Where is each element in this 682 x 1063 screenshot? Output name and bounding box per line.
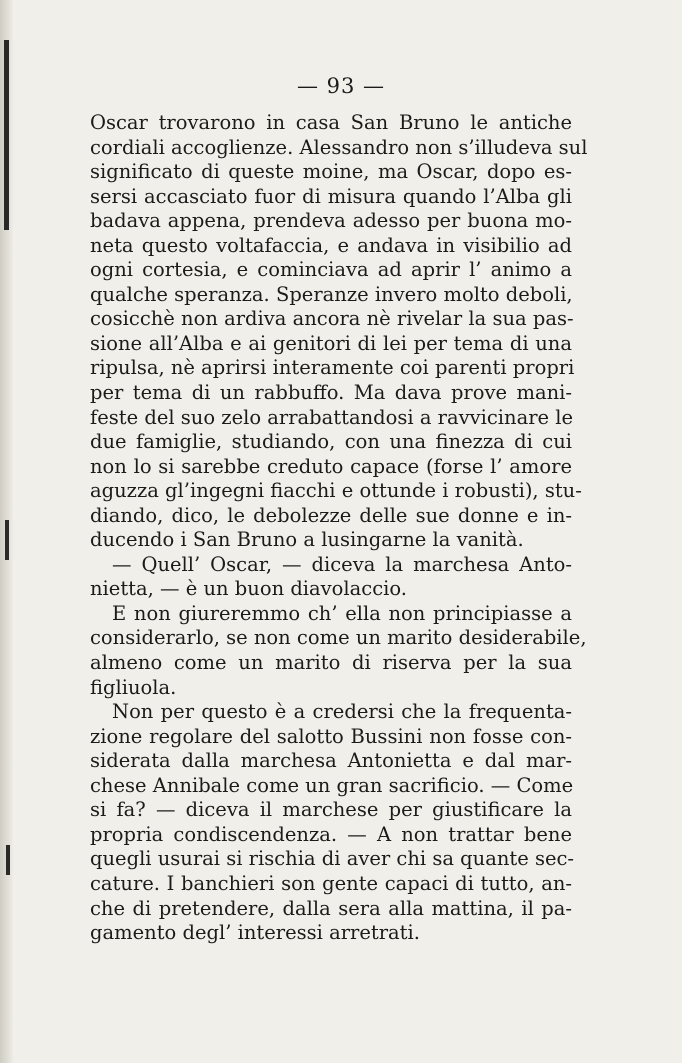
page-number: — 93 — xyxy=(296,74,386,98)
binding-mark xyxy=(4,40,9,230)
body-text xyxy=(90,111,588,946)
text-line: per tema di un rabbuffo. Ma dava prove mani- xyxy=(90,381,572,405)
text-line: cosicchè non ardiva ancora nè rivelar la sua pas- xyxy=(90,307,574,331)
text-line: badava appena, prendeva adesso per buona mo- xyxy=(90,209,572,233)
text-line: feste del suo zelo arrabattandosi a ravvicinare le xyxy=(90,405,574,429)
text-line: Oscar trovarono in casa San Bruno le antiche xyxy=(90,111,572,134)
text-line: cordiali accoglienze. Alessandro non s’illudeva sul xyxy=(90,135,588,159)
text-line: diando, dico, le debolezze delle sue donne e in- xyxy=(90,503,572,527)
text-line: propria condiscendenza. — A non trattar bene xyxy=(90,822,572,846)
text-line: siderata dalla marchesa Antonietta e dal mar- xyxy=(90,749,572,773)
text-line: aguzza gl’ingegni fiacchi e ottunde i robusti), stu- xyxy=(90,479,582,503)
text-line: neta questo voltafaccia, e andava in visibilio ad xyxy=(90,233,572,257)
text-line: significato di queste moine, ma Oscar, dopo es- xyxy=(90,160,572,184)
text-line: ducendo i San Bruno a lusingarne la vanità. xyxy=(90,528,524,552)
text-line: Non per questo è a credersi che la frequenta- xyxy=(112,700,572,724)
text-line: non lo si sarebbe creduto capace (forse l’ amore xyxy=(90,454,572,478)
text-line: almeno come un marito di riserva per la sua xyxy=(90,651,572,675)
text-line: che di pretendere, dalla sera alla mattina, il pa- xyxy=(90,896,572,920)
text-line: chese Annibale come un gran sacrificio. — Come xyxy=(90,773,574,797)
text-line: figliuola. xyxy=(90,675,177,699)
text-line: cature. I banchieri son gente capaci di tutto, an- xyxy=(90,871,572,895)
text-line: qualche speranza. Speranze invero molto deboli, xyxy=(90,282,573,306)
text-line: zione regolare del salotto Bussini non fosse con- xyxy=(90,724,572,748)
binding-mark xyxy=(5,520,9,560)
text-line: E non giureremmo ch’ ella non principiasse a xyxy=(112,601,572,625)
text-line: due famiglie, studiando, con una finezza di cui xyxy=(90,430,572,454)
text-line: ripulsa, nè aprirsi interamente coi parenti propri xyxy=(90,356,575,380)
text-line: considerarlo, se non come un marito desiderabile, xyxy=(90,626,587,650)
text-line: sione all’Alba e ai genitori di lei per tema di una xyxy=(90,331,572,355)
text-line: quegli usurai si rischia di aver chi sa quante sec- xyxy=(90,847,575,871)
text-line: ogni cortesia, e cominciava ad aprir l’ animo a xyxy=(90,258,572,282)
text-line: si fa? — diceva il marchese per giustificare la xyxy=(90,798,572,822)
text-line: gamento degl’ interessi arretrati. xyxy=(90,921,420,945)
text-line: — Quell’ Oscar, — diceva la marchesa Anto- xyxy=(112,552,572,576)
text-line: sersi accasciato fuor di misura quando l’Alba gli xyxy=(90,184,572,208)
text-line: nietta, — è un buon diavolaccio. xyxy=(90,577,407,601)
page-binding-edge xyxy=(0,0,14,1063)
binding-mark xyxy=(6,845,10,875)
